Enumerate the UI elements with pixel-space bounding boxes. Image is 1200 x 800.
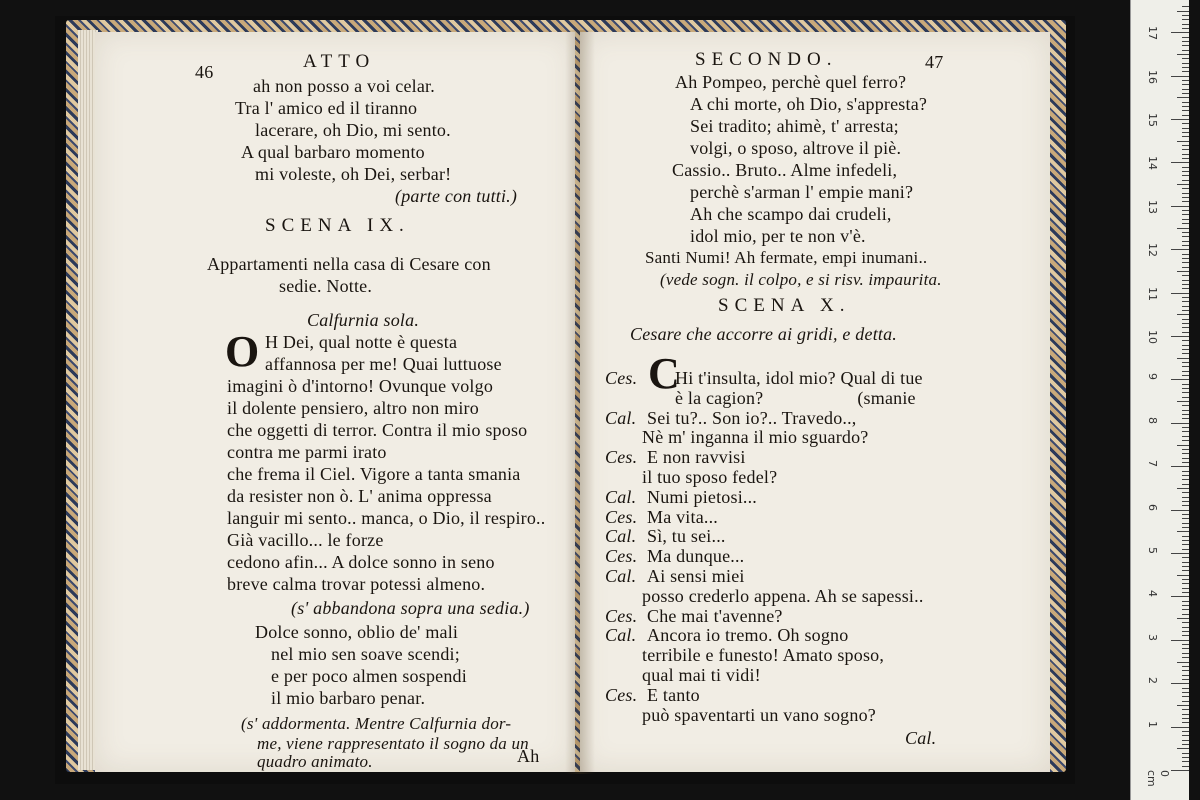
ruler-tick <box>1182 501 1189 502</box>
speaker-label: Cal. <box>605 407 637 428</box>
scene-setting: Appartamenti nella casa di Cesare con <box>207 254 491 274</box>
speaker-label: Ces. <box>605 546 638 567</box>
ruler-tick <box>1171 76 1189 77</box>
speaker-label: Cal. <box>605 526 637 547</box>
monologue-line: H Dei, qual notte è questa <box>265 332 458 352</box>
ruler-tick <box>1182 614 1189 615</box>
dialogue-line: il tuo sposo fedel? <box>642 467 778 487</box>
ruler-tick <box>1171 640 1189 641</box>
ruler-tick <box>1182 193 1189 194</box>
ruler-label: 8 <box>1146 416 1159 424</box>
dialogue-line: Numi pietosi... <box>647 486 757 507</box>
speaker-label: Cal. <box>605 566 637 586</box>
ruler-tick <box>1182 536 1189 537</box>
ruler-tick <box>1182 50 1189 51</box>
monologue-line: Già vacillo... le forze <box>227 530 384 550</box>
ruler-tick <box>1182 453 1189 454</box>
ruler-tick <box>1182 232 1189 233</box>
verse-line: ah non posso a voi celar. <box>253 76 435 96</box>
verse-line: Ah che scampo dai crudeli, <box>690 204 892 224</box>
ruler-tick <box>1177 228 1189 229</box>
dialogue-line: Ma vita... <box>647 506 718 527</box>
ruler-label: 5 <box>1146 547 1159 554</box>
ruler-tick <box>1182 158 1189 159</box>
ruler-tick <box>1182 371 1189 372</box>
ruler-tick <box>1182 458 1189 459</box>
ruler-tick <box>1182 588 1189 589</box>
ruler-label: 11 <box>1146 286 1159 301</box>
dialogue-line: Ma dunque... <box>647 546 745 567</box>
ruler-tick <box>1182 722 1189 723</box>
ruler-tick <box>1182 15 1189 16</box>
verse-line: lacerare, oh Dio, mi sento. <box>255 120 451 140</box>
ruler-tick <box>1171 162 1189 163</box>
ruler-tick <box>1182 566 1189 567</box>
ruler-tick <box>1182 45 1189 46</box>
scene-title: SCENA IX. <box>265 215 410 236</box>
verse-line: mi voleste, oh Dei, serbar! <box>255 164 452 184</box>
ruler-label: 6 <box>1146 503 1159 511</box>
catchword: Cal. <box>905 728 937 748</box>
verse-line: Ah Pompeo, perchè quel ferro? <box>675 72 907 92</box>
ruler-label: 4 <box>1146 590 1159 598</box>
ruler-label: 9 <box>1146 373 1159 381</box>
ruler-tick <box>1182 214 1189 215</box>
drop-cap: C <box>648 349 680 398</box>
ruler-tick <box>1182 405 1189 406</box>
ruler-tick <box>1182 284 1189 285</box>
ruler-tick <box>1182 418 1189 419</box>
ruler-tick <box>1182 128 1189 129</box>
ruler-tick <box>1182 327 1189 328</box>
dialogue-line: Ai sensi miei <box>647 566 745 586</box>
ruler-tick <box>1182 484 1189 485</box>
measuring-ruler <box>1130 0 1189 800</box>
ruler-label: 13 <box>1146 199 1159 214</box>
ruler-tick <box>1182 84 1189 85</box>
scene-title: SCENA X. <box>718 295 851 316</box>
ruler-tick <box>1182 301 1189 302</box>
stage-direction: me, viene rappresentato il sogno da un <box>257 734 529 753</box>
ruler-tick <box>1171 466 1189 467</box>
ruler-tick <box>1182 106 1189 107</box>
speaker-label: Ces. <box>605 447 638 468</box>
ruler-tick <box>1177 575 1189 576</box>
ruler-tick <box>1182 180 1189 181</box>
ruler-tick <box>1182 332 1189 333</box>
ruler-tick <box>1182 627 1189 628</box>
ruler-tick <box>1182 236 1189 237</box>
ruler-tick <box>1182 241 1189 242</box>
ruler-tick <box>1182 93 1189 94</box>
dialogue-line: Che mai t'avenne? <box>647 605 783 626</box>
verse-line: Santi Numi! Ah fermate, empi inumani.. <box>645 248 928 267</box>
ruler-tick <box>1177 662 1189 663</box>
ruler-label: 3 <box>1146 633 1159 641</box>
ruler-tick <box>1182 149 1189 150</box>
ruler-tick <box>1182 601 1189 602</box>
dialogue-line: Sei tu?.. Son io?.. Travedo.., <box>647 407 857 428</box>
ruler-tick <box>1182 154 1189 155</box>
dialogue-line: può spaventarti un vano sogno? <box>642 704 876 725</box>
ruler-tick <box>1182 692 1189 693</box>
ruler-tick <box>1182 24 1189 25</box>
ruler-tick <box>1182 518 1189 519</box>
ruler-tick <box>1171 293 1189 294</box>
ruler-label: 10 <box>1146 330 1159 344</box>
ruler-tick <box>1177 488 1189 489</box>
ruler-tick <box>1182 115 1189 116</box>
ruler-tick <box>1182 267 1189 268</box>
ruler-tick <box>1182 583 1189 584</box>
ruler-tick <box>1171 379 1189 380</box>
ruler-tick <box>1182 544 1189 545</box>
ruler-tick <box>1182 731 1189 732</box>
aria-line: Dolce sonno, oblio de' mali <box>255 622 459 642</box>
ruler-tick <box>1182 744 1189 745</box>
ruler-tick <box>1182 262 1189 263</box>
ruler-label: 12 <box>1146 243 1159 258</box>
scene-setting: sedie. Notte. <box>279 276 373 296</box>
verse-line: A chi morte, oh Dio, s'appresta? <box>690 94 928 114</box>
ruler-tick <box>1182 492 1189 493</box>
ruler-tick <box>1182 323 1189 324</box>
speaker-label: Ces. <box>605 605 638 626</box>
ruler-tick <box>1182 431 1189 432</box>
ruler-tick <box>1182 366 1189 367</box>
ruler-tick <box>1182 631 1189 632</box>
ruler-label: 2 <box>1146 677 1159 685</box>
stage-direction: (parte con tutti.) <box>395 186 518 206</box>
ruler-tick <box>1182 201 1189 202</box>
ruler-tick <box>1171 683 1189 684</box>
speaker-label: Ces. <box>605 368 638 388</box>
ruler-tick <box>1182 579 1189 580</box>
ruler-tick <box>1182 310 1189 311</box>
ruler-tick <box>1177 271 1189 272</box>
ruler-tick <box>1182 462 1189 463</box>
character-name: Calfurnia sola. <box>307 310 420 330</box>
ruler-tick <box>1182 497 1189 498</box>
dialogue-line: Hi t'insulta, idol mio? Qual di tue <box>675 368 923 388</box>
ruler-tick <box>1182 188 1189 189</box>
ruler-label: 7 <box>1146 460 1159 468</box>
ruler-tick <box>1177 531 1189 532</box>
ruler-tick <box>1182 766 1189 767</box>
ruler-tick <box>1182 471 1189 472</box>
ruler-tick <box>1171 423 1189 424</box>
ruler-tick <box>1182 449 1189 450</box>
ruler-tick <box>1182 197 1189 198</box>
ruler-tick <box>1182 67 1189 68</box>
ruler-tick <box>1182 89 1189 90</box>
ruler-tick <box>1182 653 1189 654</box>
ruler-tick <box>1182 761 1189 762</box>
ruler-tick <box>1177 314 1189 315</box>
ruler-tick <box>1182 392 1189 393</box>
monologue-line: che frema il Ciel. Vigore a tanta smania <box>227 464 521 484</box>
ruler-tick <box>1182 37 1189 38</box>
stage-direction: (vede sogn. il colpo, e si risv. impaurita. <box>660 270 942 289</box>
monologue-line: cedono afin... A dolce sonno in seno <box>227 552 495 572</box>
ruler-tick <box>1182 436 1189 437</box>
ruler-tick <box>1182 514 1189 515</box>
ruler-tick <box>1182 254 1189 255</box>
ruler-tick <box>1177 54 1189 55</box>
ruler-tick <box>1182 145 1189 146</box>
ruler-tick <box>1182 644 1189 645</box>
ruler-label: 17 <box>1146 26 1159 41</box>
monologue-line: affannosa per me! Quai luttuose <box>265 354 502 374</box>
ruler-tick <box>1182 132 1189 133</box>
ruler-tick <box>1171 770 1189 771</box>
ruler-tick <box>1182 397 1189 398</box>
verse-line: volgi, o sposo, altrove il piè. <box>690 138 902 158</box>
ruler-tick <box>1182 688 1189 689</box>
ruler-tick <box>1182 219 1189 220</box>
dialogue-line: Nè m' inganna il mio sguardo? <box>642 427 869 448</box>
ruler-tick <box>1182 527 1189 528</box>
ruler-tick <box>1171 336 1189 337</box>
monologue-line: che oggetti di terror. Contra il mio sposo <box>227 420 528 440</box>
catchword: Ah <box>517 746 540 766</box>
ruler-tick <box>1171 596 1189 597</box>
ruler-tick <box>1182 609 1189 610</box>
aria-line: nel mio sen soave scendi; <box>271 644 460 664</box>
verse-line: Cassio.. Bruto.. Alme infedeli, <box>672 160 898 180</box>
ruler-tick <box>1182 340 1189 341</box>
ruler-tick <box>1182 19 1189 20</box>
ruler-tick <box>1182 28 1189 29</box>
ruler-tick <box>1182 666 1189 667</box>
monologue-line: da resister non ò. L' anima oppressa <box>227 486 492 506</box>
ruler-tick <box>1182 670 1189 671</box>
aria-line: e per poco almen sospendi <box>271 666 467 686</box>
ruler-tick <box>1171 32 1189 33</box>
ruler-tick <box>1177 445 1189 446</box>
ruler-tick <box>1182 280 1189 281</box>
ruler-tick <box>1182 319 1189 320</box>
ruler-tick <box>1182 258 1189 259</box>
verse-line: A qual barbaro momento <box>241 142 425 162</box>
ruler-tick <box>1182 675 1189 676</box>
book-gutter <box>565 30 595 774</box>
ruler-tick <box>1182 136 1189 137</box>
ruler-tick <box>1182 80 1189 81</box>
dialogue-line: Sì, tu sei... <box>647 526 726 547</box>
ruler-tick <box>1182 475 1189 476</box>
ruler-tick <box>1182 306 1189 307</box>
ruler-tick <box>1182 410 1189 411</box>
ruler-tick <box>1177 705 1189 706</box>
ruler-tick <box>1182 709 1189 710</box>
left-page <box>95 32 575 772</box>
dialogue-line: E tanto <box>647 684 700 705</box>
dialogue-line: posso crederlo appena. Ah se sapessi.. <box>642 585 924 606</box>
ruler-label: 14 <box>1146 156 1159 171</box>
verse-line: Sei tradito; ahimè, t' arresta; <box>690 116 899 136</box>
ruler-tick <box>1182 171 1189 172</box>
ruler-tick <box>1171 727 1189 728</box>
ruler-tick <box>1182 562 1189 563</box>
ruler-tick <box>1182 714 1189 715</box>
ruler-tick <box>1177 97 1189 98</box>
ruler-tick <box>1182 58 1189 59</box>
verse-line: idol mio, per te non v'è. <box>690 226 866 246</box>
ruler-tick <box>1182 427 1189 428</box>
ruler-tick <box>1182 635 1189 636</box>
ruler-tick <box>1182 102 1189 103</box>
ruler-tick <box>1182 167 1189 168</box>
ruler-tick <box>1182 679 1189 680</box>
ruler-tick <box>1182 592 1189 593</box>
ruler-tick <box>1182 297 1189 298</box>
ruler-tick <box>1177 401 1189 402</box>
dialogue-line: Ancora io tremo. Oh sogno <box>647 625 849 646</box>
ruler-tick <box>1182 740 1189 741</box>
ruler-tick <box>1182 605 1189 606</box>
running-head: SECONDO. <box>695 49 838 70</box>
ruler-tick <box>1177 748 1189 749</box>
aria-line: il mio barbaro penar. <box>271 688 426 708</box>
ruler-tick <box>1171 553 1189 554</box>
verse-line: perchè s'arman l' empie mani? <box>690 182 914 202</box>
stage-direction: (s' addormenta. Mentre Calfurnia dor- <box>241 714 512 733</box>
ruler-tick <box>1182 570 1189 571</box>
ruler-tick <box>1182 696 1189 697</box>
ruler-tick <box>1182 362 1189 363</box>
ruler-tick <box>1182 414 1189 415</box>
ruler-tick <box>1182 210 1189 211</box>
ruler-label: 16 <box>1146 69 1159 84</box>
dialogue-line: è la cagion? (smanie <box>675 387 916 408</box>
ruler-tick <box>1182 753 1189 754</box>
ruler-tick <box>1171 510 1189 511</box>
ruler-tick <box>1182 657 1189 658</box>
ruler-label: 15 <box>1146 113 1159 127</box>
speaker-label: Cal. <box>605 625 637 646</box>
ruler-tick <box>1177 358 1189 359</box>
page-number: 46 <box>195 62 214 82</box>
ruler-tick <box>1182 175 1189 176</box>
ruler-tick <box>1182 622 1189 623</box>
ruler-tick <box>1182 479 1189 480</box>
stage-direction: quadro animato. <box>257 752 373 771</box>
running-head: ATTO <box>303 51 376 72</box>
monologue-line: imagini ò d'intorno! Ovunque volgo <box>227 376 494 396</box>
ruler-tick <box>1182 223 1189 224</box>
dialogue-line: E non ravvisi <box>647 447 746 468</box>
ruler-tick <box>1171 119 1189 120</box>
ruler-tick <box>1182 353 1189 354</box>
ruler-tick <box>1182 735 1189 736</box>
ruler-tick <box>1182 275 1189 276</box>
ruler-tick <box>1182 6 1189 7</box>
speaker-label: Cal. <box>605 486 637 507</box>
ruler-tick <box>1182 245 1189 246</box>
scene-setting: Cesare che accorre ai gridi, e detta. <box>630 324 898 344</box>
speaker-label: Ces. <box>605 506 638 527</box>
ruler-tick <box>1177 184 1189 185</box>
ruler-tick <box>1182 540 1189 541</box>
ruler-tick <box>1182 345 1189 346</box>
ruler-tick <box>1182 63 1189 64</box>
ruler-tick <box>1182 110 1189 111</box>
ruler-tick <box>1182 648 1189 649</box>
ruler-tick <box>1182 41 1189 42</box>
ruler-tick <box>1182 557 1189 558</box>
monologue-line: breve calma trovar potessi almeno. <box>227 574 486 594</box>
drop-cap: O <box>225 327 260 376</box>
page-number: 47 <box>925 52 944 72</box>
ruler-tick <box>1182 388 1189 389</box>
ruler-tick <box>1182 505 1189 506</box>
ruler-tick <box>1171 249 1189 250</box>
monologue-line: languir mi sento.. manca, o Dio, il respiro.. <box>227 508 546 528</box>
stage-direction: (s' abbandona sopra una sedia.) <box>291 598 530 618</box>
ruler-tick <box>1182 718 1189 719</box>
ruler-tick <box>1182 440 1189 441</box>
ruler-tick <box>1182 523 1189 524</box>
ruler-unit: 0 cm <box>1145 770 1171 787</box>
verse-line: Tra l' amico ed il tiranno <box>235 98 418 118</box>
ruler-label: 1 <box>1146 720 1159 728</box>
ruler-tick <box>1171 206 1189 207</box>
ruler-tick <box>1177 618 1189 619</box>
ruler-tick <box>1182 375 1189 376</box>
ruler-tick <box>1177 11 1189 12</box>
ruler-tick <box>1182 549 1189 550</box>
ruler-tick <box>1182 384 1189 385</box>
monologue-line: contra me parmi irato <box>227 442 387 462</box>
ruler-tick <box>1182 288 1189 289</box>
ruler-tick <box>1182 701 1189 702</box>
speaker-label: Ces. <box>605 684 638 705</box>
monologue-line: il dolente pensiero, altro non miro <box>227 398 479 418</box>
ruler-tick <box>1182 349 1189 350</box>
ruler-tick <box>1177 141 1189 142</box>
dialogue-line: terribile e funesto! Amato sposo, <box>642 645 885 666</box>
right-page <box>580 32 1050 772</box>
dialogue-line: qual mai ti vidi! <box>642 665 761 685</box>
ruler-tick <box>1182 757 1189 758</box>
ruler-tick <box>1182 123 1189 124</box>
ruler-tick <box>1182 71 1189 72</box>
